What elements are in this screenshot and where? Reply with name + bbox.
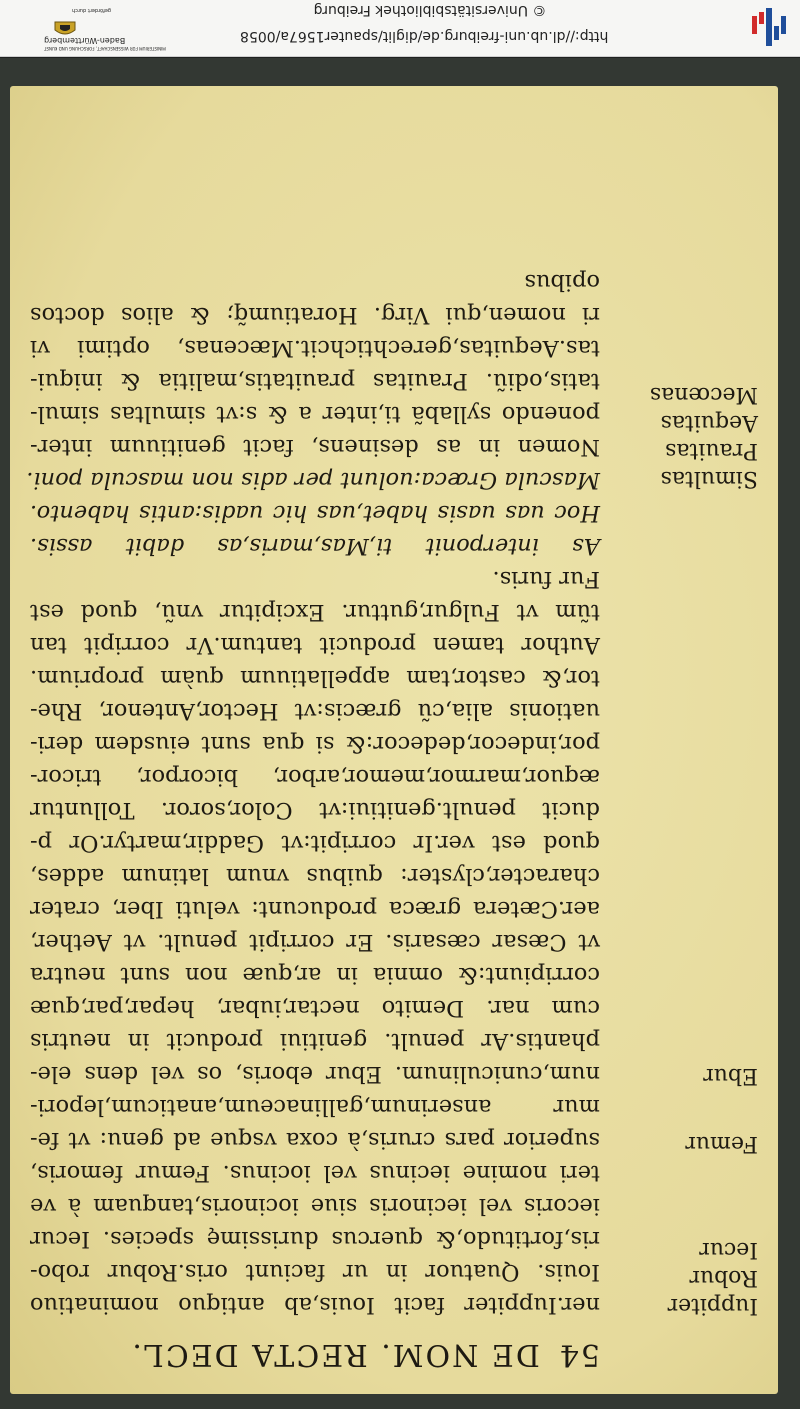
- page-content-upside-down: [10, 86, 778, 1394]
- text-line: tas.Aequitas,gerechtichcit.Mæcenas, optimi vi: [30, 335, 600, 361]
- text-line: ponendo syllabã ti,inter a & s:vt simultas simul-: [30, 401, 600, 427]
- funder-state: Baden-Württemberg: [44, 36, 126, 45]
- funder-caption: gefördert durch: [72, 7, 112, 13]
- text-line: æquor,marmor,memor,arbor, bicorpor, tricor-: [30, 764, 600, 790]
- page-number: 54: [557, 1337, 600, 1372]
- text-line: Fur furis.: [492, 566, 600, 592]
- text-line: uationis alia,cũ græcis:vt Hector,Antenor, Rhe-: [30, 698, 600, 724]
- university-logo-icon[interactable]: [748, 6, 790, 48]
- text-line: cum nar. Demito nectar,iubar, hepar,par,quæ: [30, 995, 600, 1021]
- funder-ministry: MINISTERIUM FÜR WISSENSCHAFT, FORSCHUNG UND KUNST: [44, 46, 166, 51]
- margin-note: Robur: [689, 1265, 758, 1290]
- margin-note: Prauitas: [665, 438, 758, 463]
- copyright-notice: © Universitätsbibliothek Freiburg: [313, 2, 547, 18]
- scanned-page: [10, 86, 778, 1394]
- viewer-header: [0, 0, 800, 57]
- text-line: iecoris vel iecinoris siue iocinoris,tanquam à ve: [30, 1193, 600, 1219]
- margin-note: Iecur: [699, 1237, 758, 1262]
- text-line: num,cuniculinum. Ebur eboris, os vel dens ele-: [30, 1061, 600, 1087]
- text-line: superior pars cruris,à coxa vsque ad genu: vt fe-: [30, 1127, 600, 1153]
- text-line: ner.Iuppiter facit Iouis,ab antiquo nominatiuo: [30, 1292, 600, 1318]
- text-line: Hoc uas uasis habet,uas hic uadis:antis habento.: [30, 500, 600, 526]
- text-line: por,indecor,dedecor:& si qua sunt eiusdem deri-: [30, 731, 600, 757]
- text-line: tor,& castor,tam appellatiuum quàm proprium.: [30, 665, 600, 691]
- text-line: phantis.Ar penult. genitiui producit in neutris: [30, 1028, 600, 1054]
- funder-badge: [44, 3, 166, 53]
- text-line: ris,fortitudo,& quercus durissimę species. Iecur: [30, 1226, 600, 1252]
- text-line: teri nomine iecinus vel iocinus. Femur femoris,: [30, 1160, 600, 1186]
- running-head-title: DE NOM. RECTA DECL.: [130, 1337, 540, 1372]
- text-line: Iouis. Quatuor in ur faciunt oris.Robur robo-: [30, 1259, 600, 1285]
- text-line: Mascula Græca:uolunt per adis non mascula poni.: [26, 467, 600, 493]
- margin-note: Ebur: [703, 1063, 758, 1088]
- text-line: mur anserinum,gallinaceum,anaticum,lepori-: [30, 1094, 600, 1120]
- margin-note: Aequitas: [660, 410, 758, 435]
- margin-note: Iuppiter: [667, 1293, 758, 1318]
- margin-note: Mecœnas: [649, 382, 758, 407]
- text-line: corripiunt:& omnia in ar,quæ non sunt neutra: [30, 962, 600, 988]
- document-url-link[interactable]: http://dl.ub.uni-freiburg.de/diglit/spauter1567a/0058: [240, 28, 609, 44]
- margin-note: Simultas: [660, 466, 758, 491]
- text-line: As interponit ti,Mas,maris,as dabit assis.: [30, 533, 600, 559]
- text-line: Author tamen producit tantum.Vr corripit tan: [30, 632, 600, 658]
- text-line: Nomen in as desinens, facit genitiuum inter-: [30, 434, 600, 460]
- text-line: ducit penult.genitiui:vt Color,soror. Tolluntur: [30, 797, 600, 823]
- text-line: tatis,odiũ. Prauitas prauitatis,malitia & iniqui-: [30, 368, 600, 394]
- margin-note: Femur: [685, 1131, 758, 1156]
- text-line: quod est ver.Ir corripit:vt Gaddir,martyr.Or p-: [30, 830, 600, 856]
- text-line: ri nomen,qui Virg. Horatiumq̃; & alios doctos: [30, 302, 600, 328]
- running-head: [40, 1337, 600, 1372]
- text-line: aer.Cætera græca producunt: veluti Iber, crater: [30, 896, 600, 922]
- text-line: character,clyster: quibus vnum latinum addes,: [30, 863, 600, 889]
- text-line: vt Cæsar cæsaris. Er corripit penult. vt Aether,: [30, 929, 600, 955]
- text-line: tũm vt Fulgur,guttur. Excipitur vnũ, quod est: [30, 599, 600, 625]
- scan-viewport[interactable]: [0, 58, 800, 1409]
- text-line: opibus: [524, 269, 600, 295]
